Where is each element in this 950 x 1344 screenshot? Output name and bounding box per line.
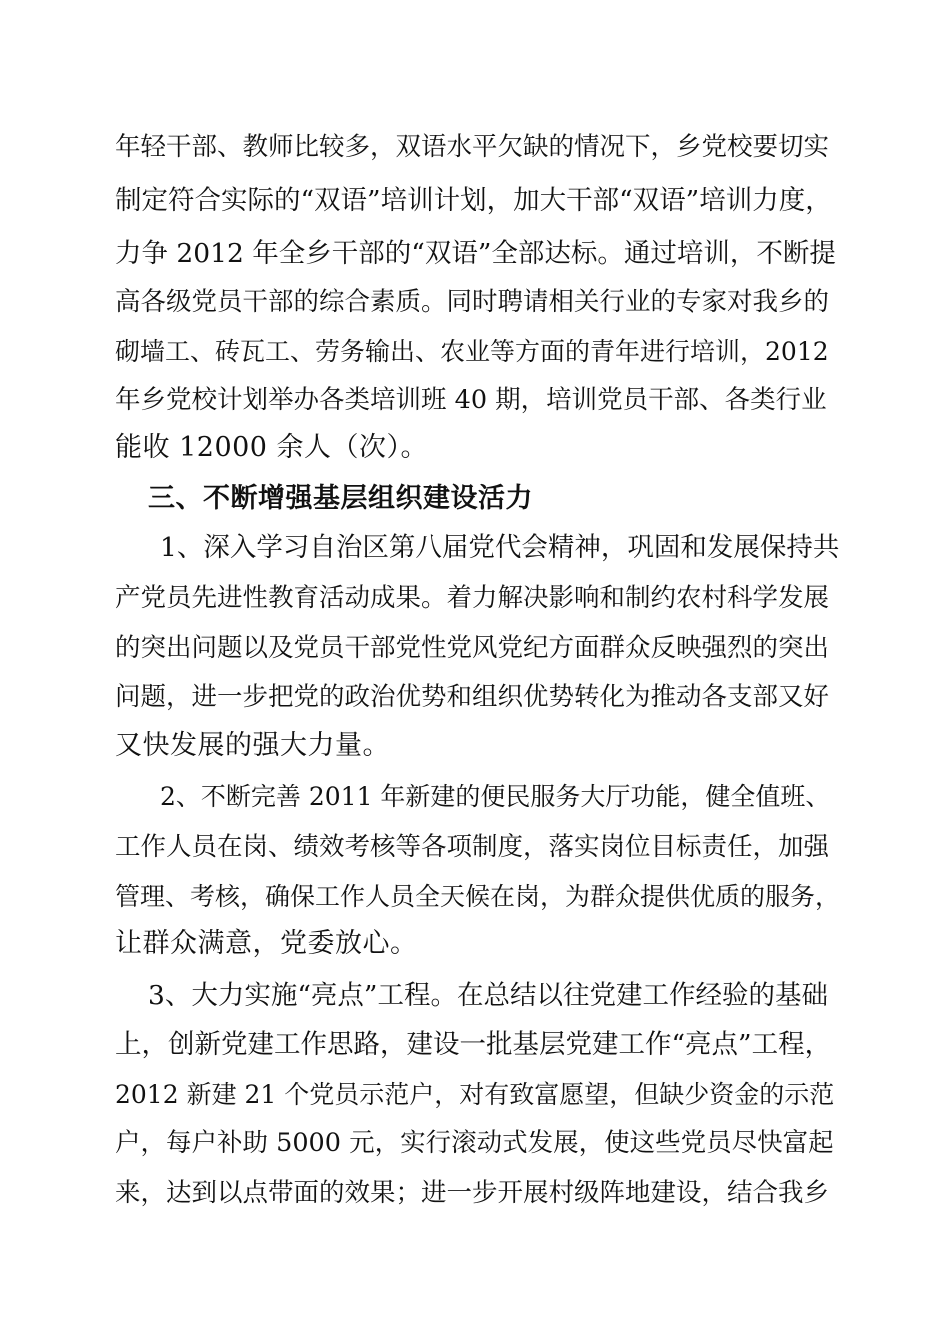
body-line-4: 高各级党员干部的综合素质。同时聘请相关行业的专家对我乡的 (115, 287, 830, 317)
body-line-16: 管理、考核，确保工作人员全天候在岗，为群众提供优质的服务， (115, 882, 841, 911)
body-line-15: 工作人员在岗、绩效考核等各项制度，落实岗位目标责任，加强 (115, 832, 830, 862)
body-line-6: 年乡党校计划举办各类培训班 40 期，培训党员干部、各类行业 (115, 385, 827, 415)
body-line-10: 产党员先进性教育活动成果。着力解决影响和制约农村科学发展 (115, 583, 830, 613)
body-line-21: 户，每户补助 5000 元，实行滚动式发展，使这些党员尽快富起 (115, 1128, 834, 1158)
body-line-17: 让群众满意，党委放心。 (115, 928, 418, 959)
body-line-22: 来，达到以点带面的效果；进一步开展村级阵地建设，结合我乡 (115, 1178, 830, 1208)
section-heading: 三、不断增强基层组织建设活力 (148, 483, 533, 514)
body-line-11: 的突出问题以及党员干部党性党风党纪方面群众反映强烈的突出 (115, 633, 830, 663)
body-line-2: 制定符合实际的“双语”培训计划，加大干部“双语”培训力度， (115, 185, 832, 216)
body-line-20: 2012 新建 21 个党员示范户，对有致富愿望，但缺少资金的示范 (115, 1080, 835, 1109)
body-line-5: 砌墙工、砖瓦工、劳务输出、农业等方面的青年进行培训，2012 (115, 337, 829, 366)
body-line-14: 2、不断完善 2011 年新建的便民服务大厅功能，健全值班、 (160, 782, 831, 811)
body-line-7: 能收 12000 余人（次）。 (115, 432, 429, 463)
body-line-13: 又快发展的强大力量。 (115, 730, 390, 761)
body-line-18: 3、大力实施“亮点”工程。在总结以往党建工作经验的基础 (148, 980, 828, 1011)
body-line-3: 力争 2012 年全乡干部的“双语”全部达标。通过培训，不断提 (115, 238, 836, 269)
body-line-19: 上，创新党建工作思路，建设一批基层党建工作“亮点”工程， (115, 1029, 832, 1060)
body-line-12: 问题，进一步把党的政治优势和组织优势转化为推动各支部又好 (115, 682, 830, 712)
body-line-1: 年轻干部、教师比较多，双语水平欠缺的情况下，乡党校要切实 (115, 132, 830, 162)
body-line-9: 1、深入学习自治区第八届党代会精神，巩固和发展保持共 (160, 532, 840, 563)
